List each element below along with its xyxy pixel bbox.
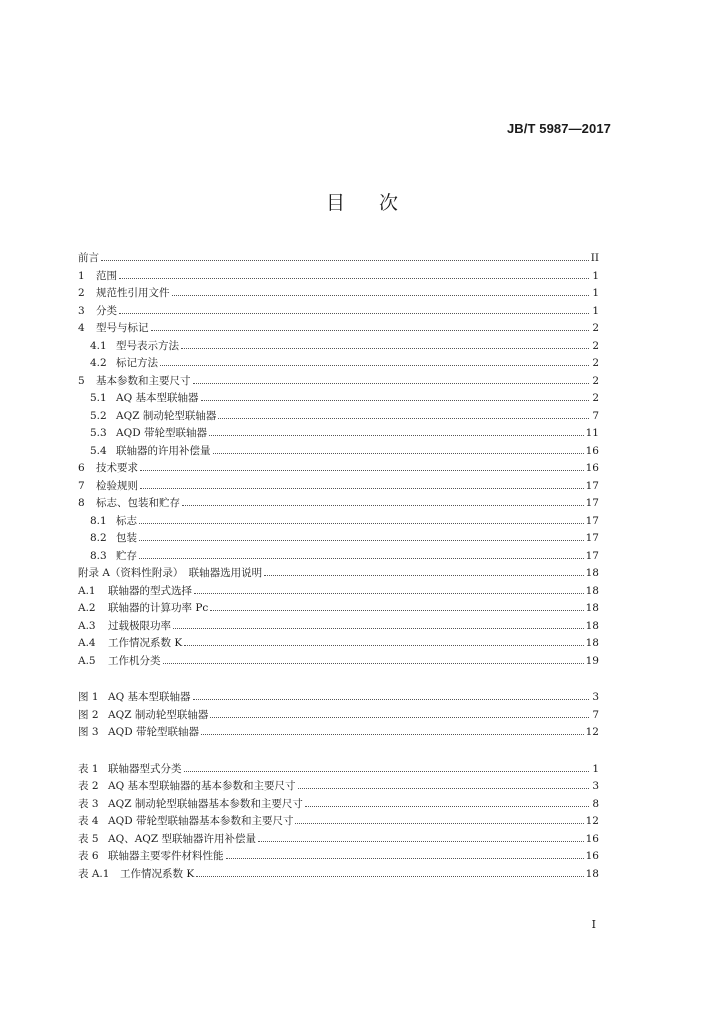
toc-entry-page: 12: [585, 815, 599, 827]
toc-entry-label: 前言: [78, 252, 99, 264]
dot-leader: [218, 417, 589, 419]
toc-entry[interactable]: [78, 373, 599, 391]
toc-entry-label: AQD 带轮型联轴器基本参数和主要尺寸: [108, 815, 294, 827]
toc-entry-page: 16: [585, 462, 599, 474]
toc-entry-label: 包装: [116, 532, 137, 544]
toc-entry-page: 16: [585, 444, 599, 457]
toc-entry-page: 17: [585, 532, 599, 544]
toc-entry-page: 1: [592, 304, 599, 317]
toc-entry[interactable]: [78, 460, 599, 478]
toc-entry-page: 3: [592, 691, 599, 703]
toc-entry-number: 6: [78, 462, 85, 474]
toc-entry-number: A.4: [78, 637, 96, 649]
toc-entry[interactable]: [78, 390, 599, 408]
toc-entry[interactable]: [78, 425, 599, 443]
toc-entry-page: 18: [585, 637, 599, 649]
toc-entry[interactable]: [78, 635, 599, 653]
toc-entry-page: 1: [592, 762, 599, 775]
toc-entry-page: 1: [592, 269, 599, 282]
toc-entry-number: 4.1: [90, 339, 107, 352]
toc-entry-label: AQD 带轮型联轴器: [116, 427, 207, 439]
toc-entry-page: 7: [592, 409, 599, 422]
toc-entry-page: 18: [585, 619, 599, 632]
dot-leader: [182, 504, 584, 506]
toc-entry-number: 图 1: [78, 691, 99, 703]
toc-entry-page: 2: [592, 322, 599, 334]
dot-leader: [264, 574, 583, 576]
toc-entry-label: 型号表示方法: [116, 339, 179, 352]
toc-entry-page: 3: [592, 780, 599, 792]
dot-leader: [258, 840, 584, 842]
dot-leader: [173, 627, 584, 629]
dot-leader: [172, 294, 590, 296]
toc-entry-label: AQZ 制动轮型联轴器: [108, 708, 209, 721]
toc-entry[interactable]: [78, 548, 599, 566]
toc-entry-page: 16: [585, 850, 599, 862]
dot-leader: [209, 434, 584, 436]
toc-entry-page: 7: [592, 708, 599, 721]
dot-leader: [193, 698, 589, 700]
dot-leader: [139, 539, 584, 541]
dot-leader: [139, 522, 584, 524]
toc-main-section: [78, 250, 599, 670]
toc-entry-label: AQD 带轮型联轴器: [108, 726, 199, 738]
dot-leader: [184, 770, 590, 772]
toc-entry[interactable]: [78, 495, 599, 513]
toc-entry-label: 工作情况系数 K: [120, 867, 195, 880]
dot-leader: [201, 399, 589, 401]
toc-entry[interactable]: [78, 813, 599, 831]
dot-leader: [213, 452, 584, 454]
toc-entry-page: 17: [585, 479, 599, 492]
toc-figures-section: [78, 689, 599, 742]
toc-entry[interactable]: [78, 583, 599, 601]
toc-entry-page: 19: [585, 654, 599, 667]
toc-entry-label: AQ、AQZ 型联轴器许用补偿量: [108, 832, 257, 845]
toc-entry-page: 18: [585, 584, 599, 597]
toc-entry[interactable]: [78, 778, 599, 796]
toc-entry-page: 1: [592, 287, 599, 299]
toc-entry-number: 5.3: [90, 427, 107, 439]
dot-leader: [210, 609, 583, 611]
toc-entry-number: 图 2: [78, 708, 99, 721]
dot-leader: [184, 644, 583, 646]
toc-entry-page: 18: [585, 602, 599, 614]
toc-entry-number: 7: [78, 479, 85, 492]
toc-entry[interactable]: [78, 761, 599, 779]
toc-entry-number: A.1: [78, 584, 96, 597]
toc-entry-number: A.2: [78, 602, 96, 614]
toc-entry-number: 表 3: [78, 797, 99, 810]
section-gap: [78, 742, 599, 761]
toc-entry-label: AQ 基本型联轴器: [108, 691, 191, 703]
toc-entry-label: 标记方法: [116, 357, 158, 369]
toc-entry[interactable]: [78, 478, 599, 496]
toc-entry[interactable]: [78, 689, 599, 707]
toc-entry[interactable]: [78, 268, 599, 286]
toc-entry-label: 分类: [96, 304, 117, 317]
toc-entry-label: 标志、包装和贮存: [96, 497, 180, 509]
toc-entry-label: 工作情况系数 K: [108, 637, 183, 649]
toc-entry-label: 附录 A（资料性附录） 联轴器选用说明: [78, 567, 263, 579]
dot-leader: [196, 875, 583, 877]
dot-leader: [119, 277, 589, 279]
toc-entry-label: 联轴器主要零件材料性能: [108, 850, 224, 862]
toc-entry-page: 2: [592, 392, 599, 404]
toc-entry-label: 标志: [116, 514, 137, 527]
dot-leader: [226, 857, 584, 859]
dot-leader: [210, 716, 589, 718]
toc-entry-page: 17: [585, 497, 599, 509]
toc-tables-section: [78, 761, 599, 884]
toc-entry-label: 联轴器的计算功率 Pc: [108, 602, 209, 614]
dot-leader: [119, 312, 589, 314]
dot-leader: [194, 592, 584, 594]
toc-entry-page: 12: [585, 726, 599, 738]
toc-entry-page: 17: [585, 549, 599, 562]
toc-entry-page: 11: [585, 427, 599, 439]
toc-entry-number: 5.2: [90, 409, 107, 422]
dot-leader: [181, 347, 589, 349]
toc-entry[interactable]: [78, 724, 599, 742]
toc-entry-page: 17: [585, 514, 599, 527]
toc-entry-label: 工作机分类: [108, 654, 161, 667]
toc-entry-label: 贮存: [116, 549, 137, 562]
dot-leader: [305, 805, 589, 807]
dot-leader: [101, 259, 589, 261]
toc-entry-number: A.3: [78, 619, 96, 632]
toc-entry[interactable]: [78, 565, 599, 583]
toc-entry[interactable]: [78, 848, 599, 866]
toc-entry-number: 5.1: [90, 392, 107, 404]
toc-entry-number: 3: [78, 304, 85, 317]
toc-entry-number: 8.1: [90, 514, 107, 527]
table-of-contents: [78, 250, 599, 883]
toc-entry[interactable]: [78, 600, 599, 618]
dot-leader: [151, 329, 590, 331]
toc-entry[interactable]: [78, 338, 599, 356]
toc-entry-label: 联轴器的型式选择: [108, 584, 192, 597]
toc-entry[interactable]: [78, 707, 599, 725]
toc-entry-number: 表 2: [78, 780, 99, 792]
dot-leader: [140, 487, 584, 489]
toc-entry[interactable]: [78, 303, 599, 321]
dot-leader: [298, 787, 589, 789]
toc-entry-label: 范围: [96, 269, 117, 282]
toc-entry[interactable]: [78, 408, 599, 426]
toc-entry[interactable]: [78, 355, 599, 373]
toc-entry-label: AQZ 制动轮型联轴器: [116, 409, 217, 422]
toc-entry-page: II: [590, 252, 599, 264]
toc-entry-page: 18: [585, 867, 599, 880]
toc-entry-number: 表 4: [78, 815, 99, 827]
toc-entry[interactable]: [78, 796, 599, 814]
standard-number: JB/T 5987—2017: [506, 121, 611, 136]
toc-entry-number: 表 5: [78, 832, 99, 845]
toc-entry-label: 联轴器的许用补偿量: [116, 444, 211, 457]
toc-entry[interactable]: [78, 866, 599, 884]
toc-entry-label: AQ 基本型联轴器的基本参数和主要尺寸: [108, 780, 296, 792]
toc-entry-page: 2: [592, 339, 599, 352]
toc-entry-number: 表 6: [78, 850, 99, 862]
toc-entry-page: 16: [585, 832, 599, 845]
toc-entry[interactable]: [78, 653, 599, 671]
dot-leader: [193, 382, 590, 384]
toc-entry-label: 技术要求: [96, 462, 138, 474]
dot-leader: [139, 557, 584, 559]
toc-entry-page: 2: [592, 357, 599, 369]
toc-entry-number: 4: [78, 322, 85, 334]
dot-leader: [140, 469, 584, 471]
toc-entry-number: 5: [78, 374, 85, 387]
toc-entry-number: 5.4: [90, 444, 107, 457]
toc-entry[interactable]: [78, 530, 599, 548]
toc-entry-page: 8: [592, 797, 599, 810]
toc-entry-number: 8: [78, 497, 85, 509]
dot-leader: [160, 364, 589, 366]
toc-entry-number: 4.2: [90, 357, 107, 369]
dot-leader: [201, 733, 584, 735]
toc-entry-number: 表 A.1: [78, 867, 110, 880]
toc-entry-page: 2: [592, 374, 599, 387]
toc-entry[interactable]: [78, 513, 599, 531]
toc-entry-number: 2: [78, 287, 85, 299]
toc-entry-label: 联轴器型式分类: [108, 762, 182, 775]
toc-entry-label: 过载极限功率: [108, 619, 171, 632]
page-title: 目 次: [325, 192, 399, 214]
toc-entry-number: 图 3: [78, 726, 99, 738]
toc-entry[interactable]: [78, 618, 599, 636]
dot-leader: [295, 822, 583, 824]
section-gap: [78, 670, 599, 689]
toc-entry-number: 1: [78, 269, 85, 282]
toc-entry-page: 18: [585, 567, 599, 579]
toc-entry-number: 8.2: [90, 532, 107, 544]
toc-entry-label: AQZ 制动轮型联轴器基本参数和主要尺寸: [108, 797, 303, 810]
dot-leader: [163, 662, 584, 664]
toc-entry-label: 基本参数和主要尺寸: [96, 374, 191, 387]
page-number: I: [591, 918, 596, 931]
toc-entry[interactable]: [78, 285, 599, 303]
toc-entry-number: 表 1: [78, 762, 99, 775]
toc-entry[interactable]: [78, 443, 599, 461]
toc-entry-label: 规范性引用文件: [96, 287, 170, 299]
toc-entry[interactable]: [78, 250, 599, 268]
toc-entry[interactable]: [78, 320, 599, 338]
toc-entry[interactable]: [78, 831, 599, 849]
toc-entry-number: A.5: [78, 654, 96, 667]
toc-entry-label: 型号与标记: [96, 322, 149, 334]
toc-entry-label: AQ 基本型联轴器: [116, 392, 199, 404]
toc-entry-label: 检验规则: [96, 479, 138, 492]
toc-entry-number: 8.3: [90, 549, 107, 562]
